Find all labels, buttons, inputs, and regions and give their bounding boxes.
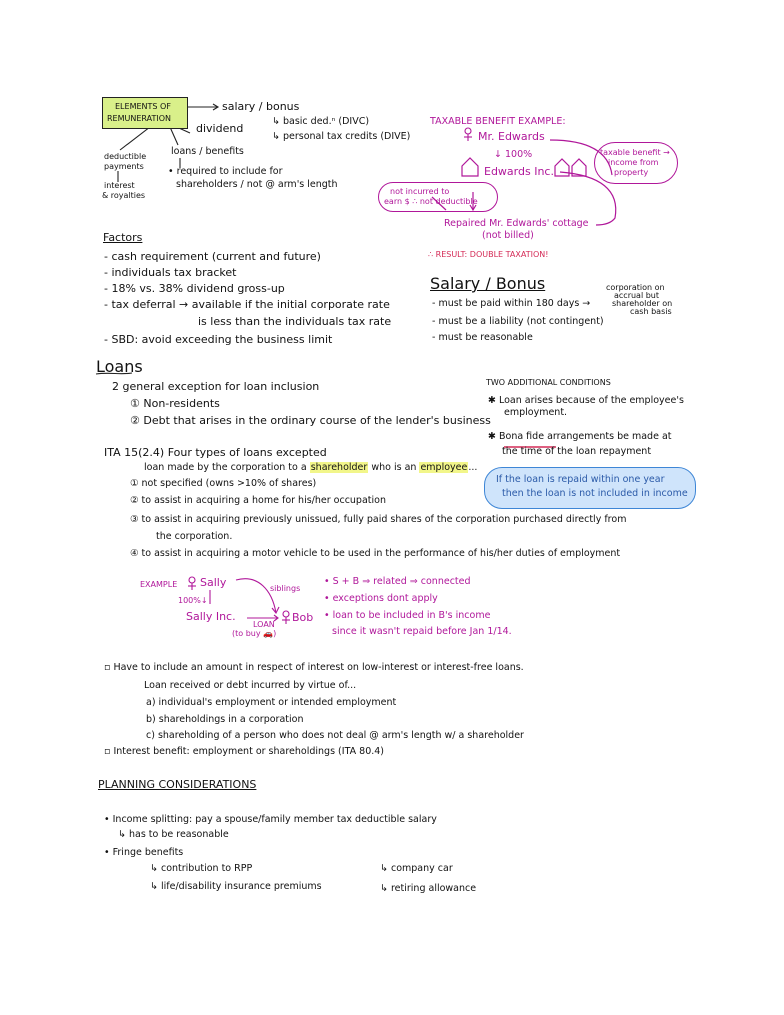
factor-item: - 18% vs. 38% dividend gross-up bbox=[104, 282, 285, 295]
factors-title: Factors bbox=[103, 231, 143, 244]
factor-item: - tax deferral → available if the initial corporate rate bbox=[104, 298, 390, 311]
has-to-be-reasonable: ↳ has to be reasonable bbox=[118, 829, 229, 840]
sally-note: • S + B ⇒ related ⇒ connected bbox=[324, 576, 471, 587]
remuneration-box-line1: ELEMENTS OF bbox=[115, 102, 171, 111]
repaid-note-line2: then the loan is not included in income bbox=[502, 488, 688, 499]
mr-edwards: Mr. Edwards bbox=[478, 130, 545, 143]
salary-bonus-title: Salary / Bonus bbox=[430, 274, 546, 293]
corp-note-line2: accrual but bbox=[614, 291, 660, 300]
not-incurred-line2: earn $ ∴ not deductible bbox=[384, 197, 478, 206]
to-buy-car: (to buy 🚗) bbox=[232, 629, 277, 638]
remuneration-box-line2: REMUNERATION bbox=[107, 114, 172, 123]
fringe-life: ↳ life/disability insurance premiums bbox=[150, 881, 322, 892]
double-taxation-result: ∴ RESULT: DOUBLE TAXATION! bbox=[428, 250, 549, 259]
not-incurred-line1: not incurred to bbox=[390, 187, 450, 196]
dividend-label: dividend bbox=[196, 122, 244, 135]
house-icon bbox=[462, 158, 478, 176]
bona-fide-text: Bona fide bbox=[498, 431, 545, 442]
shareholder-highlight: shareholder bbox=[310, 462, 368, 473]
condition-2b: the time of the loan repayment bbox=[502, 446, 652, 457]
fringe-rpp: ↳ contribution to RPP bbox=[150, 863, 253, 874]
exception-item: ② Debt that arises in the ordinary course of the lender's business bbox=[130, 414, 491, 427]
bob-label: Bob bbox=[292, 611, 314, 624]
two-additional-title: TWO ADDITIONAL CONDITIONS bbox=[486, 378, 611, 387]
general-exception: 2 general exception for loan inclusion bbox=[112, 380, 320, 393]
benefit-line1: taxable benefit → bbox=[600, 148, 670, 157]
fringe-retiring: ↳ retiring allowance bbox=[380, 883, 477, 894]
factor-item: - cash requirement (current and future) bbox=[104, 250, 321, 263]
income-splitting: • Income splitting: pay a spouse/family member tax deductible salary bbox=[104, 814, 437, 825]
interest-include-line: ▫ Have to include an amount in respect of interest on low-interest or interest-free loans. bbox=[104, 662, 524, 673]
loans-benefits-label: loans / benefits bbox=[171, 146, 244, 157]
condition-1b: employment. bbox=[504, 407, 568, 418]
benefit-line3: property bbox=[614, 168, 649, 177]
ita-ellipsis: ... bbox=[468, 462, 478, 473]
sally-example-label: EXAMPLE bbox=[140, 580, 178, 589]
loan-received-line: Loan received or debt incurred by virtue of... bbox=[144, 680, 357, 691]
taxable-example-title: TAXABLE BENEFIT EXAMPLE: bbox=[430, 116, 566, 127]
arrow-to-loans bbox=[170, 127, 178, 145]
salary-rule: - must be reasonable bbox=[432, 332, 533, 343]
repaid-note-line1: If the loan is repaid within one year bbox=[496, 474, 665, 485]
ita-who-is: who is an bbox=[371, 462, 417, 473]
loans-title: Loans bbox=[96, 357, 143, 376]
sally-label: Sally bbox=[200, 576, 227, 589]
condition-1a: ✱ Loan arises because of the employee's bbox=[488, 395, 684, 406]
fringe-car: ↳ company car bbox=[380, 863, 453, 874]
corp-note-line4: cash basis bbox=[630, 307, 672, 316]
condition-2a: ✱ Bona fide arrangements be made at bbox=[488, 431, 672, 442]
loan-arrow-label: LOAN bbox=[253, 620, 275, 629]
sally-inc: Sally Inc. bbox=[186, 610, 236, 623]
sally-pct: 100%↓ bbox=[178, 596, 208, 605]
factor-item: - individuals tax bracket bbox=[104, 266, 237, 279]
loan-type-4: ④ to assist in acquiring a motor vehicle to be used in the performance of his/her duties of employment bbox=[130, 548, 621, 559]
ita-loan-made bbox=[144, 462, 477, 473]
deductible-line1: deductible bbox=[104, 152, 147, 161]
salary-bonus-label: salary / bonus bbox=[222, 100, 300, 113]
sally-note: • exceptions dont apply bbox=[324, 593, 438, 604]
person-icon-bob bbox=[283, 611, 289, 617]
house-icon-2 bbox=[555, 159, 569, 176]
ita-15-heading: ITA 15(2.4) Four types of loans excepted bbox=[104, 446, 327, 459]
required-line1: • required to include for bbox=[168, 166, 283, 177]
edwards-inc: Edwards Inc. bbox=[484, 165, 554, 178]
not-billed: (not billed) bbox=[482, 230, 534, 241]
employee-highlight: employee bbox=[420, 462, 468, 473]
loan-type-2: ② to assist in acquiring a home for his/her occupation bbox=[130, 495, 386, 506]
siblings-label: siblings bbox=[270, 584, 301, 593]
exception-item: ① Non-residents bbox=[130, 397, 220, 410]
salary-rule: - must be paid within 180 days → bbox=[432, 298, 591, 309]
interest-line2: & royalties bbox=[102, 191, 146, 200]
interest-benefit-line: ▫ Interest benefit: employment or shareholdings (ITA 80.4) bbox=[104, 746, 385, 757]
interest-line1: interest bbox=[104, 181, 135, 190]
deductible-line2: payments bbox=[104, 162, 144, 171]
sally-note: • loan to be included in B's income bbox=[324, 610, 491, 621]
factor-item: - SBD: avoid exceeding the business limit bbox=[104, 333, 333, 346]
personal-tax-credits: ↳ personal tax credits (DIVE) bbox=[272, 131, 411, 142]
fringe-benefits: • Fringe benefits bbox=[104, 847, 184, 858]
condition-2a-rest: arrangements be made at bbox=[547, 431, 672, 442]
loan-type-1: ① not specified (owns >10% of shares) bbox=[130, 478, 317, 489]
arrow-to-deductible bbox=[120, 127, 150, 150]
corp-note-line3: shareholder on bbox=[612, 299, 673, 308]
required-line2: shareholders / not @ arm's length bbox=[176, 179, 338, 190]
ita-loan-made-text: loan made by the corporation to a bbox=[144, 462, 307, 473]
virtue-item-c: c) shareholding of a person who does not deal @ arm's length w/ a shareholder bbox=[146, 730, 524, 741]
factor-item-continued: is less than the individuals tax rate bbox=[198, 315, 392, 328]
repaired-cottage: Repaired Mr. Edwards' cottage bbox=[444, 218, 589, 229]
basic-deduction: ↳ basic ded.ⁿ (DIVC) bbox=[272, 116, 370, 127]
loan-type-3: ③ to assist in acquiring previously unissued, fully paid shares of the corporation purchased directly from bbox=[130, 514, 627, 525]
benefit-line2: income from bbox=[608, 158, 659, 167]
virtue-item-a: a) individual's employment or intended employment bbox=[146, 697, 397, 708]
planning-title: PLANNING CONSIDERATIONS bbox=[98, 778, 257, 791]
person-icon-sally bbox=[189, 577, 195, 583]
virtue-item-b: b) shareholdings in a corporation bbox=[146, 714, 304, 725]
salary-rule: - must be a liability (not contingent) bbox=[432, 316, 604, 327]
ownership-pct: ↓ 100% bbox=[494, 149, 533, 160]
loan-type-3-continued: the corporation. bbox=[156, 531, 233, 542]
sally-note-continued: since it wasn't repaid before Jan 1/14. bbox=[332, 626, 512, 637]
person-icon bbox=[465, 128, 471, 134]
corp-note-line1: corporation on bbox=[606, 283, 665, 292]
